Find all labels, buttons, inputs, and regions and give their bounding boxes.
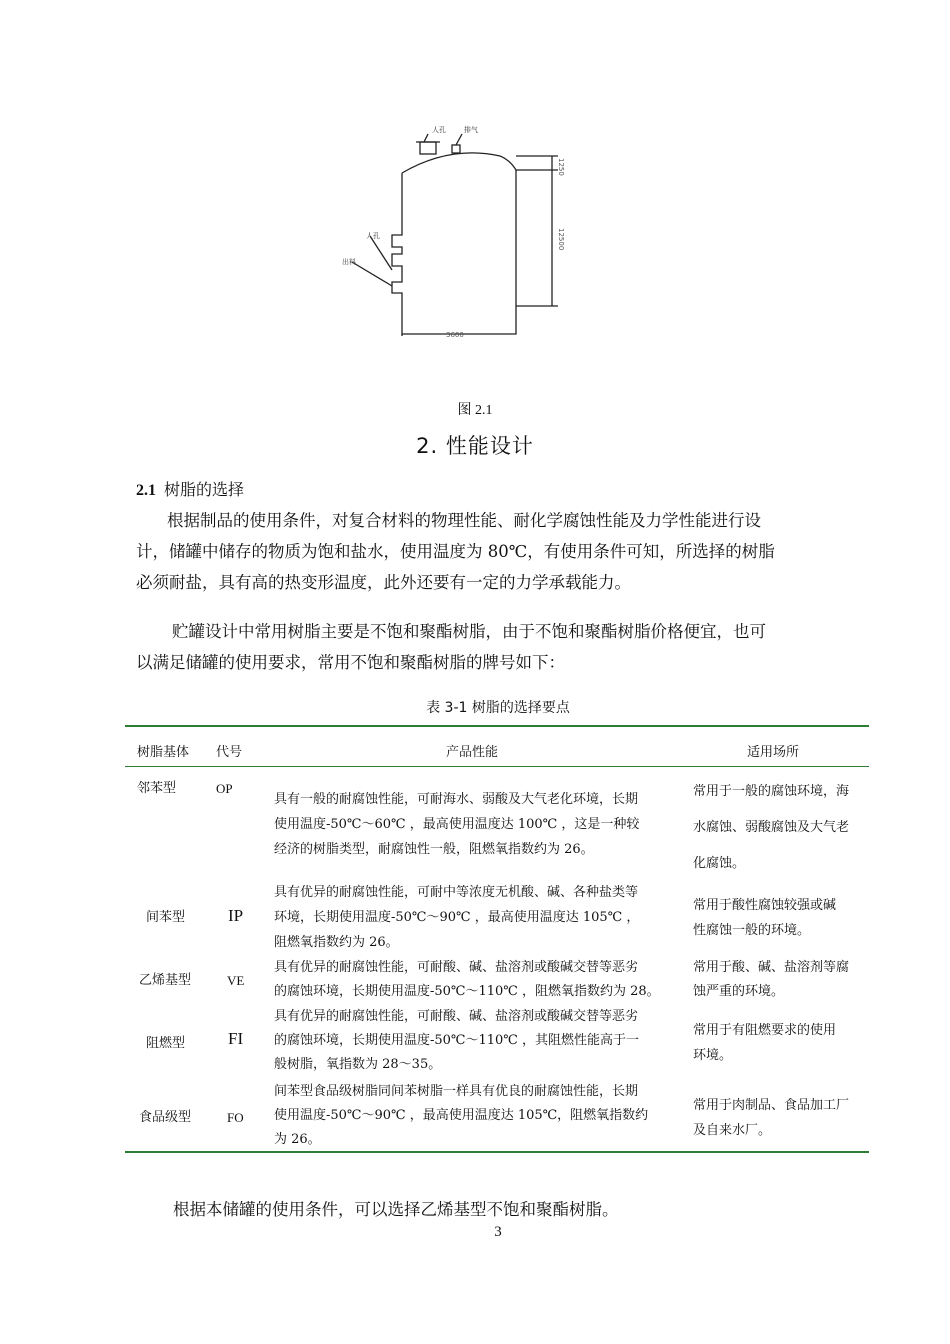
tank-drawing xyxy=(330,120,590,340)
figure-caption: 图 2.1 xyxy=(457,403,493,418)
application-line: 常用于酸、碱、盐溶剂等腐 xyxy=(693,960,850,975)
performance-line: 使用温度-50℃～90℃ ，最高使用温度达 105℃，阻燃氧指数约 xyxy=(274,1108,649,1123)
performance-line: 使用温度-50℃～60℃ ，最高使用温度达 100℃ ，这是一种较 xyxy=(274,817,640,832)
label-vent: 排气 xyxy=(464,126,478,134)
header-performance: 产品性能 xyxy=(446,745,499,760)
tank-wall xyxy=(392,170,516,334)
cell-application xyxy=(693,956,849,1004)
cell-application xyxy=(693,774,849,882)
header-resin-base: 树脂基体 xyxy=(137,745,190,760)
cell-code: OP xyxy=(216,781,233,796)
cell-performance xyxy=(274,1005,639,1077)
paragraph-line: 必须耐盐，具有高的热变形温度，此外还要有一定的力学承载能力。 xyxy=(136,573,631,592)
performance-line: 具有优异的耐腐蚀性能，可耐酸、碱、盐溶剂或酸碱交替等恶劣 xyxy=(274,1009,639,1024)
application-line: 常用于有阻燃要求的使用 xyxy=(693,1023,837,1038)
application-line: 常用于酸性腐蚀较强或碱 xyxy=(693,898,837,913)
cell-resin-name: 阻燃型 xyxy=(146,1036,186,1051)
performance-line: 的腐蚀环境，长期使用温度-50℃～110℃ ，其阻燃性能高于一 xyxy=(274,1033,639,1048)
application-line: 常用于肉制品、食品加工厂 xyxy=(693,1098,850,1113)
closing-sentence: 根据本储罐的使用条件，可以选择乙烯基型不饱和聚酯树脂。 xyxy=(173,1200,619,1219)
dim-top: 1250 xyxy=(557,158,565,176)
application-line: 化腐蚀。 xyxy=(693,856,746,871)
performance-line: 为 26。 xyxy=(274,1132,321,1147)
performance-line: 阻燃氧指数约为 26。 xyxy=(274,935,399,950)
paragraph-2 xyxy=(136,616,860,678)
header-application: 适用场所 xyxy=(747,745,800,760)
cell-code: IP xyxy=(228,906,244,925)
paragraph-1 xyxy=(136,505,860,598)
cell-performance xyxy=(274,956,660,1004)
cell-application xyxy=(693,1093,849,1143)
performance-line: 的腐蚀环境，长期使用温度-50℃～110℃ ，阻燃氧指数约为 28。 xyxy=(274,984,660,999)
performance-line: 具有优异的耐腐蚀性能，可耐中等浓度无机酸、碱、各种盐类等 xyxy=(274,885,639,900)
cell-performance xyxy=(274,1080,648,1152)
table-header-rule xyxy=(125,766,869,767)
application-line: 常用于一般的腐蚀环境，海 xyxy=(693,784,850,799)
paragraph-line: 贮罐设计中常用树脂主要是不饱和聚酯树脂，由于不饱和聚酯树脂价格便宜，也可 xyxy=(172,622,766,641)
cell-performance xyxy=(274,880,639,955)
table-top-rule xyxy=(125,725,869,727)
performance-line: 经济的树脂类型，耐腐蚀性一般，阻燃氧指数约为 26。 xyxy=(274,842,594,857)
page-number: 3 xyxy=(494,1224,502,1240)
manhole-nozzle xyxy=(420,142,436,154)
cell-application xyxy=(693,893,836,943)
subsection-number: 2.1 xyxy=(136,482,156,499)
performance-line: 环境，长期使用温度-50℃～90℃ ，最高使用温度达 105℃ ， xyxy=(274,910,640,925)
vent-nozzle xyxy=(452,145,460,153)
cell-code: FI xyxy=(228,1029,244,1048)
cell-resin-name: 乙烯基型 xyxy=(139,973,192,988)
paragraph-line: 计，储罐中储存的物质为饱和盐水，使用温度为 80℃，有使用条件可知，所选择的树脂 xyxy=(136,542,775,561)
performance-line: 间苯型食品级树脂同间苯树脂一样具有优良的耐腐蚀性能，长期 xyxy=(274,1084,639,1099)
tank-dome xyxy=(402,153,516,173)
header-code: 代号 xyxy=(216,745,243,760)
application-line: 蚀严重的环境。 xyxy=(693,984,785,999)
performance-line: 般树脂，氧指数为 28～35。 xyxy=(274,1057,442,1072)
table-caption: 表 3-1 树脂的选择要点 xyxy=(426,700,570,716)
cell-resin-name: 食品级型 xyxy=(139,1110,192,1125)
performance-line: 具有优异的耐腐蚀性能，可耐酸、碱、盐溶剂或酸碱交替等恶劣 xyxy=(274,960,639,975)
cell-code: VE xyxy=(227,973,245,988)
application-line: 环境。 xyxy=(693,1048,733,1063)
application-line: 水腐蚀、弱酸腐蚀及大气老 xyxy=(693,820,850,835)
paragraph-line: 根据制品的使用条件，对复合材料的物理性能、耐化学腐蚀性能及力学性能进行设 xyxy=(167,511,761,530)
cell-code: FO xyxy=(227,1110,244,1125)
paragraph-line: 以满足储罐的使用要求，常用不饱和聚酯树脂的牌号如下： xyxy=(136,653,565,672)
dim-width: 3600 xyxy=(446,331,464,339)
label-manhole-top: 人孔 xyxy=(432,126,446,134)
dim-height: 12500 xyxy=(557,228,565,251)
application-line: 及自来水厂。 xyxy=(693,1123,772,1138)
section-title: 2. 性能设计 xyxy=(416,434,534,458)
label-outlet: 出料 xyxy=(342,258,356,266)
label-manhole-side: 人孔 xyxy=(366,232,380,240)
subsection-heading xyxy=(136,477,244,500)
subsection-title: 树脂的选择 xyxy=(164,480,245,499)
performance-line: 具有一般的耐腐蚀性能，可耐海水、弱酸及大气老化环境，长期 xyxy=(274,792,639,807)
cell-application xyxy=(693,1018,836,1068)
application-line: 性腐蚀一般的环境。 xyxy=(693,923,811,938)
cell-performance xyxy=(274,787,639,862)
cell-resin-name: 间苯型 xyxy=(146,910,186,925)
cell-resin-name: 邻苯型 xyxy=(137,781,177,796)
